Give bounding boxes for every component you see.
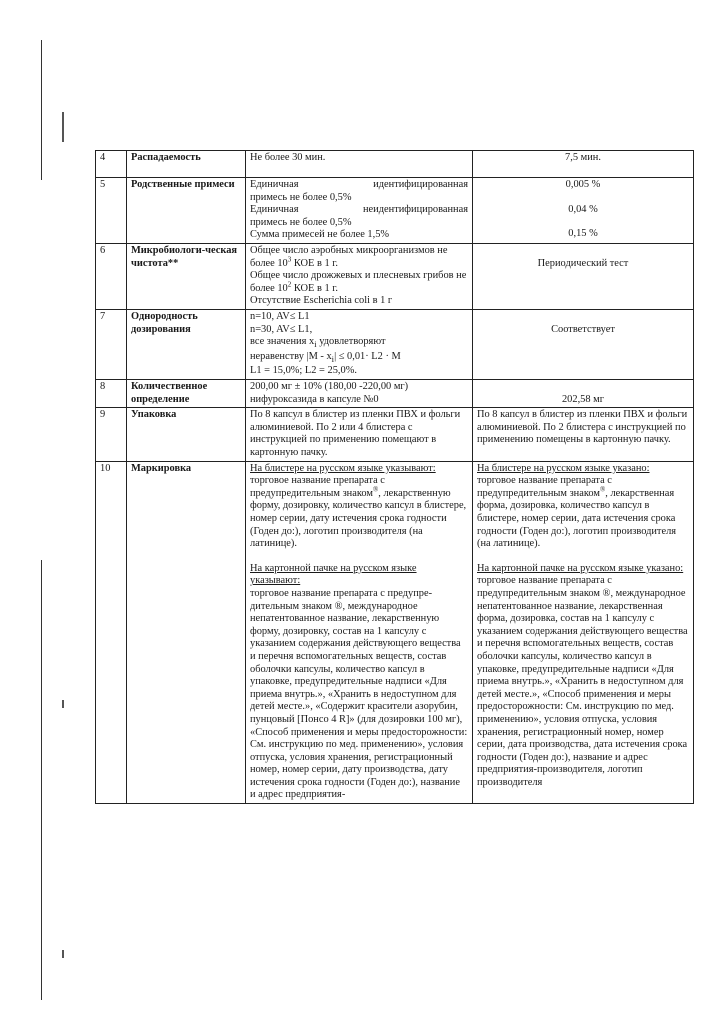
- scan-margin-line: [41, 560, 42, 1000]
- blister-heading: На блистере на русском языке указывают:: [250, 462, 436, 474]
- result-cell: 7,5 мин.: [473, 151, 694, 178]
- scan-margin-line: [41, 40, 42, 180]
- row-number: 4: [96, 151, 127, 178]
- scan-margin-tick: [62, 950, 64, 958]
- table-row: [96, 178, 694, 244]
- table-row: [96, 380, 694, 408]
- row-number: 8: [96, 380, 127, 408]
- requirement-cell: По 8 капсул в блистер из пленки ПВХ и фольги алюминиевой. По 2 или 4 блистера с инструкцией по применению помещают в картонную пачку.: [246, 408, 473, 461]
- result-cell: Соответствует: [473, 309, 694, 379]
- result-cell: 0,005 % 0,04 % 0,15 %: [473, 178, 694, 244]
- parameter-name: Упаковка: [127, 408, 246, 461]
- parameter-name: Микробиологи-ческая чистота**: [127, 243, 246, 309]
- specification-table: [95, 150, 694, 804]
- row-number: 5: [96, 178, 127, 244]
- row-number: 10: [96, 461, 127, 803]
- scan-margin-tick: [62, 112, 64, 142]
- parameter-name: Маркировка: [127, 461, 246, 803]
- carton-heading: На картонной пачке на русском языке указывают:: [250, 562, 417, 587]
- requirement-cell: Единичная идентифицированная примесь не более 0,5% Единичная неидентифицированная примесь не более 0,5% Сумма примесей не более 1,5%: [246, 178, 473, 244]
- blister-heading: На блистере на русском языке указано:: [477, 462, 650, 474]
- parameter-name: Родственные примеси: [127, 178, 246, 244]
- result-cell: На блистере на русском языке указано: торговое название препарата с предупредительным знаком®, лекарственная форма, дозировка, количество капсул в блистере, номер серии, дата истечения срока годности (Годен до:), логотип производителя (на латинице). На картонной пачке на русском языке указано: торговое название препарата с предупредительным знаком ®, международное непатентованное название, лекарственная форма, дозировка, состав на 1 капсулу с указанием содержания действующего вещества и перечня вспомогательных веществ, состав оболочки капсулы, количество капсул в упаковке, предупредительные надписи «Для приема внутрь.», «Хранить в недоступном для детей месте.», «Способ применения и меры предосторожности: См. инструкцию по мед. применению», условия отпуска, условия хранения, регистрационный номер, номер серии, дата производства, дата истечения срока годности (Годен до:), название и адрес предприятия-производителя, логотип производителя: [473, 461, 694, 803]
- requirement-cell: n=10, AV≤ L1 n=30, AV≤ L1, все значения $x_i$ удовлетворяют неравенству $|M - x_i| \le 0,01\cdot L2 \cdot M$ L1 = 15,0%; L2 = 25,0%.: [246, 309, 473, 379]
- parameter-name: Распадаемость: [127, 151, 246, 178]
- parameter-name: Количественное определение: [127, 380, 246, 408]
- scan-margin-tick: [62, 700, 64, 708]
- requirement-cell: Не более 30 мин.: [246, 151, 473, 178]
- result-cell: По 8 капсул в блистер из пленки ПВХ и фольги алюминиевой. По 2 блистера с инструкцией по применению помещены в картонную пачку.: [473, 408, 694, 461]
- table-row: [96, 461, 694, 803]
- table-row: [96, 151, 694, 178]
- result-cell: 202,58 мг: [473, 380, 694, 408]
- table-row: [96, 309, 694, 379]
- requirement-cell: 200,00 мг ± 10% (180,00 -220,00 мг) нифуроксазида в капсуле №0: [246, 380, 473, 408]
- carton-heading: На картонной пачке на русском языке указано:: [477, 562, 684, 574]
- requirement-cell: На блистере на русском языке указывают: торговое название препарата с предупредительным знаком®, лекарственную форму, дозировку, количество капсул в блистере, номер серии, дату истечения срока годности (Годен до:), логотип производителя (на латинице). На картонной пачке на русском языке указывают: торговое название препарата с предупре-дительным знаком ®, международное непатентованное название, лекарственную форму, дозировку, состав на 1 капсулу с указанием содержания действующего вещества и перечня вспомогательных веществ, состав оболочки капсулы, количество капсул в упаковке, предупредительные надписи «Для приема внутрь.», «Хранить в недоступном для детей месте.», «Содержит красители азорубин, пунцовый [Понсо 4 R]» (для дозировки 100 мг), «Способ применения и меры предосторожности: См. инструкцию по мед. применению», условия отпуска, условия хранения, регистрационный номер, номер серии, дату производства, дату истечения срока годности (Годен до:), название и адрес предприятия-: [246, 461, 473, 803]
- table-row: [96, 243, 694, 309]
- row-number: 9: [96, 408, 127, 461]
- parameter-name: Однородность дозирования: [127, 309, 246, 379]
- row-number: 7: [96, 309, 127, 379]
- result-cell: Периодический тест: [473, 243, 694, 309]
- table-row: [96, 408, 694, 461]
- requirement-cell: Общее число аэробных микроорганизмов не более $10^3$ КОЕ в 1 г. Общее число дрожжевых и плесневых грибов не более $10^2$ КОЕ в 1 г. Отсутствие Escherichia coli в 1 г: [246, 243, 473, 309]
- row-number: 6: [96, 243, 127, 309]
